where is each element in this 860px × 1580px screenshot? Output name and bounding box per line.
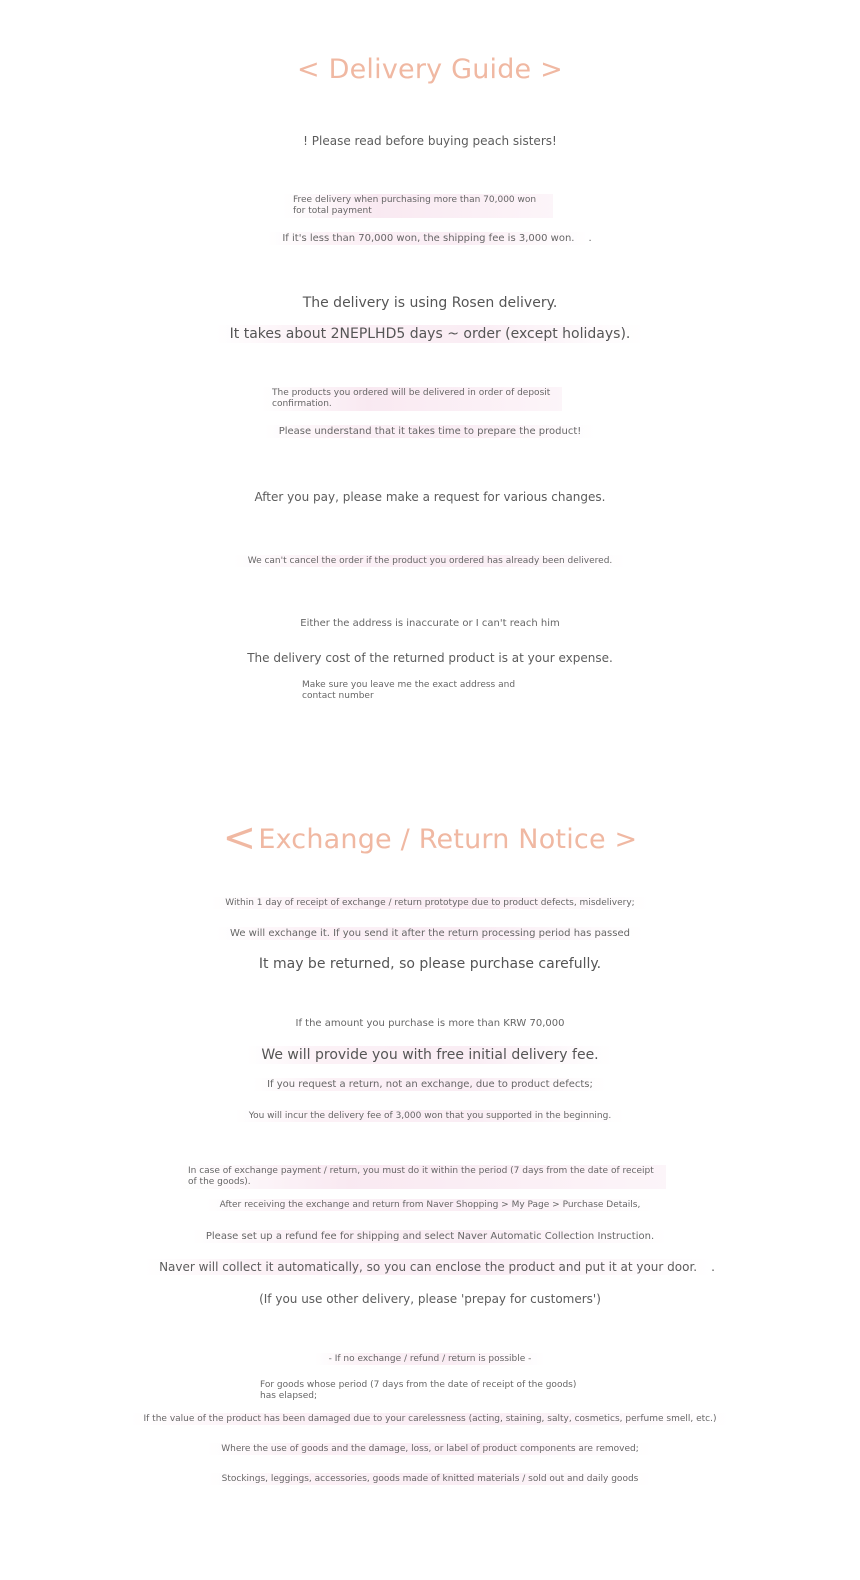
amount-more-note: If the amount you purchase is more than KRW 70,000 — [295, 1018, 565, 1029]
after-receiving-note: After receiving the exchange and return from Naver Shopping > My Page > Purchase Details, — [0, 1200, 860, 1210]
prepare-time-note: Please understand that it takes time to prepare the product! — [0, 426, 860, 437]
free-delivery-note: Free delivery when purchasing more than 70,000 won for total payment — [283, 194, 553, 218]
read-before-notice: ! Please read before buying peach sisters! — [303, 134, 557, 148]
will-exchange-note: We will exchange it. If you send it after the return processing period has passed — [0, 928, 860, 939]
free-initial-fee-note: We will provide you with free initial delivery fee. — [0, 1047, 860, 1063]
exact-address-note: Make sure you leave me the exact address and contact number — [302, 680, 516, 701]
other-delivery-note: (If you use other delivery, please 'prepay for customers') — [259, 1292, 601, 1306]
delivery-days-note: It takes about 2NEPLHD5 days ~ order (except holidays). — [0, 326, 860, 342]
may-be-returned-note: It may be returned, so please purchase carefully. — [258, 956, 602, 972]
period-elapsed-note: For goods whose period (7 days from the date of receipt of the goods) has elapsed; — [260, 1380, 577, 1401]
order-deposit-note: The products you ordered will be delivered in order of deposit confirmation. — [262, 387, 562, 411]
address-inaccurate-note: Either the address is inaccurate or I can't reach him — [300, 618, 560, 629]
within-period-note: In case of exchange payment / return, you must do it within the period (7 days from the date of receipt of the goods). — [178, 1165, 666, 1189]
request-return-note: If you request a return, not an exchange, due to product defects; — [0, 1079, 860, 1090]
rosen-delivery-note: The delivery is using Rosen delivery. — [302, 295, 558, 311]
stockings-note: Stockings, leggings, accessories, goods made of knitted materials / sold out and daily goods — [0, 1474, 860, 1484]
cant-cancel-note: We can't cancel the order if the product you ordered has already been delivered. — [0, 556, 860, 566]
set-refund-note: Please set up a refund fee for shipping and select Naver Automatic Collection Instruction. — [0, 1231, 860, 1242]
incur-fee-note: You will incur the delivery fee of 3,000 won that you supported in the beginning. — [0, 1111, 860, 1121]
shipping-fee-note: If it's less than 70,000 won, the shipping fee is 3,000 won. . — [0, 233, 860, 244]
no-exchange-heading: - If no exchange / refund / return is possible - — [0, 1354, 860, 1364]
delivery-guide-title: < Delivery Guide > — [297, 54, 563, 85]
damaged-note: If the value of the product has been damaged due to your carelessness (acting, staining, salty, cosmetics, perfume smell, etc.) — [0, 1414, 860, 1424]
exchange-return-title: <Exchange / Return Notice > — [222, 815, 638, 861]
use-of-goods-note: Where the use of goods and the damage, loss, or label of product components are removed; — [0, 1444, 860, 1454]
within-one-day-note: Within 1 day of receipt of exchange / return prototype due to product defects, misdelivery; — [0, 898, 860, 908]
returned-cost-note: The delivery cost of the returned product is at your expense. — [247, 651, 613, 665]
naver-collect-note: Naver will collect it automatically, so you can enclose the product and put it at your door. . — [0, 1260, 860, 1274]
after-pay-note: After you pay, please make a request for various changes. — [254, 490, 606, 504]
